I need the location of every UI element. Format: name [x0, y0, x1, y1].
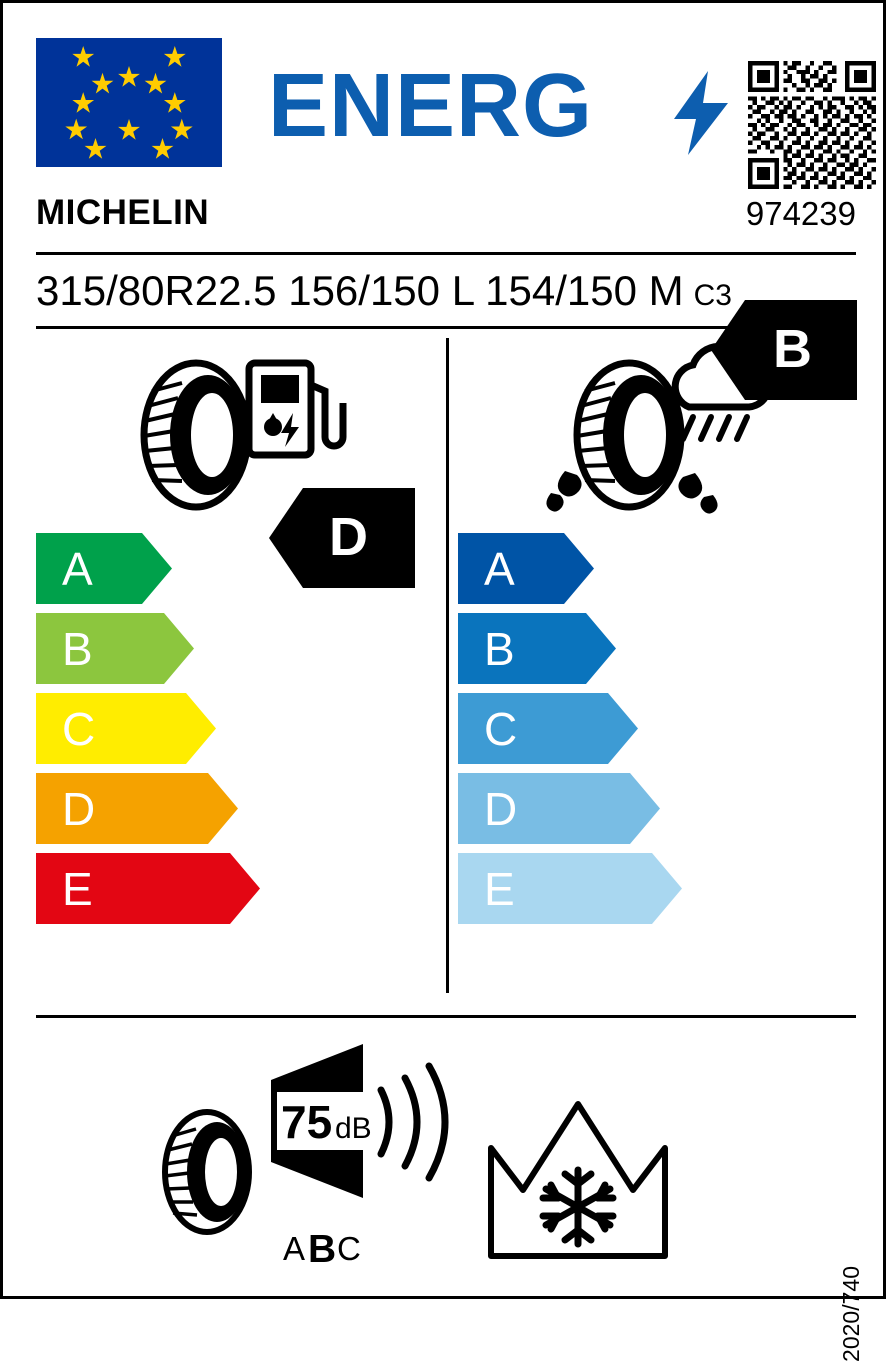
wet-grade-e-letter: E [484, 863, 515, 915]
wet-rating-marker [711, 300, 857, 400]
fuel-efficiency-section [36, 343, 436, 993]
fuel-grade-d [36, 773, 436, 844]
fuel-grade-b-letter: B [62, 623, 93, 675]
wet-grade-c-letter: C [484, 703, 518, 755]
fuel-rating-marker [269, 488, 415, 588]
svg-text:A: A [283, 1230, 306, 1267]
fuel-grade-e-letter: E [62, 863, 93, 915]
wet-grade-c [458, 693, 858, 764]
eu-flag-icon [36, 38, 222, 167]
three-peak-mountain-snowflake-icon [483, 1098, 673, 1263]
wet-grade-e [458, 853, 858, 924]
svg-text:B: B [308, 1228, 337, 1271]
wet-rating-letter: B [773, 319, 812, 379]
fuel-grade-b [36, 613, 436, 684]
energy-bolt-icon [674, 71, 728, 155]
svg-text:75: 75 [281, 1096, 333, 1148]
label-header [36, 33, 856, 173]
wet-grade-a [458, 533, 858, 604]
wet-grade-b [458, 613, 858, 684]
brand-row [36, 193, 856, 253]
tyre-size: 315/80R22.5 156/150 L 154/150 M [36, 267, 684, 314]
svg-text:dB: dB [335, 1112, 372, 1145]
page-title: ENERG [268, 56, 594, 156]
fuel-grade-e [36, 853, 436, 924]
svg-text:C: C [337, 1230, 361, 1267]
divider-bottom [36, 1015, 856, 1018]
wet-grade-d-letter: D [484, 783, 518, 835]
fuel-grade-c-letter: C [62, 703, 96, 755]
noise-section [153, 1038, 483, 1271]
regulation-reference: 2020/740 [838, 1266, 864, 1362]
tyre-class: C3 [693, 279, 732, 312]
divider-brand [36, 252, 856, 255]
wet-grade-a-letter: A [484, 543, 515, 595]
brand-name: MICHELIN [36, 193, 210, 232]
divider-vertical [446, 338, 449, 993]
fuel-grade-d-letter: D [62, 783, 96, 835]
fuel-grade-c [36, 693, 436, 764]
model-code: 974239 [745, 195, 856, 232]
fuel-grade-a-letter: A [62, 543, 93, 595]
wet-grade-b-letter: B [484, 623, 515, 675]
wet-grade-scale [458, 533, 858, 933]
fuel-rating-letter: D [329, 507, 368, 567]
qr-code-icon [748, 61, 876, 189]
wet-grade-d [458, 773, 858, 844]
wet-grip-section [458, 343, 858, 993]
fuel-grade-scale [36, 533, 436, 933]
